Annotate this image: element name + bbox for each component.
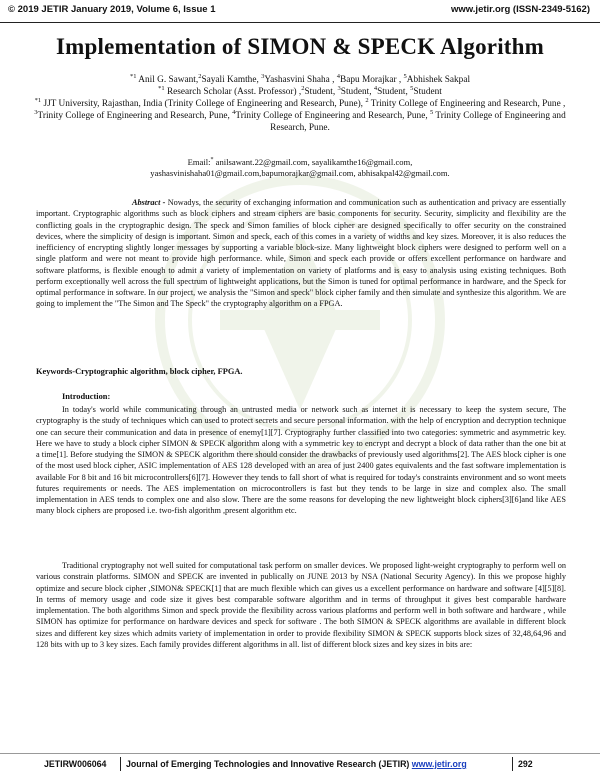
role-5-sup: 5 — [410, 84, 414, 92]
intro-p2-text: Traditional cryptography not well suited for computational task perform on smaller devices. We proposed light-weight cryptography to perform well on various constrain platforms. SIMON and SPECK are invented in publically on JUNE 2013 by NSA (National Security Agency). In this we propose highly optimize and secure block cipher ,SIMON& SPECK[1] that are much flexible which can gives us a excellent performance on hardware and software [4][5][8]. In terms of memory usage and code size it gives best comparable software algorithm and in terms of throughput it gives best comparable hardware implementation. The both algorithms Simon and speck provide the flexibility across various platforms and perform well in both software and hardware , while SIMON has optimize for performance on hardware devices and speck for software . The both SIMON & SPECK algorithms are available in different block sizes and different key sizes which admits variety of implementation in order to provide flexibility SIMON & SPECK supports block sizes of 32,48,64,96 and 128 bits with up to 3 key sizes. Each family provides different algorithms in all. list of different block sizes and key sizes in bits are: — [36, 561, 566, 649]
affil-3: Trinity College of Engineering and Research, Pune, — [37, 111, 233, 121]
email-block — [60, 157, 540, 179]
email-label: Email: — [187, 157, 211, 167]
affil-1: JJT University, Rajasthan, India (Trinity College of Engineering and Research, Pune), — [41, 99, 366, 109]
affil-5-sup: 5 — [430, 108, 434, 116]
footer-separator — [512, 757, 513, 771]
footer-journal-name: Journal of Emerging Technologies and Innovative Research (JETIR) — [126, 759, 412, 769]
author-names — [30, 74, 570, 86]
running-header — [0, 0, 600, 23]
role-4: Student, — [377, 87, 411, 97]
author-roles — [30, 86, 570, 98]
email-line-1 — [60, 157, 540, 168]
abstract-label: Abstract - — [132, 198, 168, 207]
affil-4: Trinity College of Engineering and Research, Pune, — [235, 111, 430, 121]
author-2: Sayali Kamthe, — [201, 75, 262, 85]
affil-5: Trinity College of Engineering and Research, Pune. — [270, 111, 566, 133]
role-1: Research Scholar (Asst. Professor) , — [164, 87, 302, 97]
footer-website-link[interactable]: www.jetir.org — [411, 759, 467, 769]
footer-separator — [120, 757, 121, 771]
role-3: Student, — [340, 87, 374, 97]
abstract-text: Nowadys, the security of exchanging information and communication such as authentication and privacy are essentially important. Cryptographic algorithms such as block ciphers and stream ciphers are basic components for security. Security, simplicity and flexibility are the conflicting goals in the cryptographic design. The speck and Simon families of block cipher are designed specifically to offer security on the constrained devices, where the simplicity of design is important. Simon and speck, each of this comes in a variety of widths and key sizes. Moreover, it is also reduces the inefficiency of encrypting slightly longer messages by supporting a variable block-size. Many lightweight block ciphers were designed to perform well on a single platform and were not meant to provide high performance. while, Simon and speck each provide or offers excellent performance on hardware and software platforms, is flexible enough to admit a variety of implementation on variety of platforms and is easy to analysis using existing techniques. Both perform exceptionally well across the full spectrum of lightweight applications, but the Simon is tuned for optimal performance in hardware, and the Speck for optimal performance in software. In our project, we analysis the "Simon and speck" block cipher family and then simulate and synthesize this algorithm. We are going to implement the "The Simon and The Speck" the cryptography algorithm on a FPGA. — [36, 198, 567, 309]
role-1-sup: *1 — [158, 84, 165, 92]
email-sup: * — [210, 157, 214, 164]
role-2-sup: 2 — [301, 84, 305, 92]
introduction-paragraph-1 — [36, 404, 566, 517]
role-4-sup: 4 — [373, 84, 378, 92]
affil-4-sup: 4 — [232, 108, 236, 116]
affil-2: Trinity College of Engineering and Research, Pune , — [368, 99, 566, 109]
abstract — [36, 197, 566, 310]
header-website-issn: www.jetir.org (ISSN-2349-5162) — [450, 4, 590, 15]
author-1-sup: *1 — [129, 72, 137, 80]
intro-p1-text: In today's world while communicating through an untrusted media or network such as internet it is necessary to keep the system secure, The cryptography is the study of techniques which can used to protect secrets and secure personal information. with the help of encryption and decryption technique one can secure their communication and data in presence of enemy[1][7]. Cryptography further classified into two categories: symmetric and asymmetric key. Here we have to study a block cipher SIMON & SPECK algorithm along with a symmetric key to encrypt and decrypt a block of data rather than the one bit at a time[1]. Before studying the SIMON & SPECK algorithm there should consider the drawbacks of previously used algorithms[2]. The AES block cipher is one of the most used block cipher, ASIC implementation of AES 128 developed with an area of just 2400 gates equivalents and the fast software implementation is available For 8 bit and 16 bit microcontrollers[6][7]. However they tends to fall short of what is required for today's constraints environment and so wont meets futures requirements or needs. The AES implementation on microcontrollers is fast but they tends to be large in size and complex also. The small implementation in AES tends to complex one and also slow. There are the some reasons for developing the new lightweight block ciphers[3][6]and like AES many block ciphers are proposed i.e. two-fish algorithm ,present algorithm etc. — [36, 405, 566, 516]
introduction-heading: Introduction: — [62, 392, 111, 401]
author-5: Abhishek Sakpal — [406, 75, 471, 85]
email-addresses-1: anilsawant.22@gmail.com, sayalikamthe16@gmail.com, — [213, 157, 413, 167]
author-affiliations — [30, 98, 570, 134]
author-1: Anil G. Sawant, — [138, 75, 199, 85]
author-2-sup: 2 — [198, 72, 202, 80]
author-5-sup: 5 — [403, 72, 407, 80]
role-3-sup: 3 — [337, 84, 341, 92]
affil-2-sup: 2 — [365, 96, 369, 104]
running-footer — [0, 753, 600, 777]
author-3-sup: 3 — [261, 72, 265, 80]
page-number: 292 — [518, 759, 533, 769]
header-journal-issue: © 2019 JETIR January 2019, Volume 6, Issue 1 — [8, 4, 216, 15]
role-2: Student, — [304, 87, 338, 97]
affil-1-sup: *1 — [34, 96, 42, 104]
role-5: Student — [413, 87, 442, 97]
keywords: Keywords-Cryptographic algorithm, block cipher, FPGA. — [36, 367, 243, 376]
author-3: Yashasvini Shaha , — [264, 75, 337, 85]
email-addresses-2: yashasvinishaha01@gmail.com,bapumorajkar@gmail.com, abhisakpal42@gmail.com. — [150, 168, 450, 178]
introduction-paragraph-2 — [36, 560, 566, 650]
paper-title: Implementation of SIMON & SPECK Algorithm — [56, 34, 544, 59]
footer-paper-code: JETIRW006064 — [44, 759, 107, 769]
affil-3-sup: 3 — [34, 108, 38, 116]
author-4: Bapu Morajkar , — [340, 75, 404, 85]
author-block — [30, 74, 570, 134]
footer-journal — [126, 759, 467, 769]
author-4-sup: 4 — [336, 72, 340, 80]
